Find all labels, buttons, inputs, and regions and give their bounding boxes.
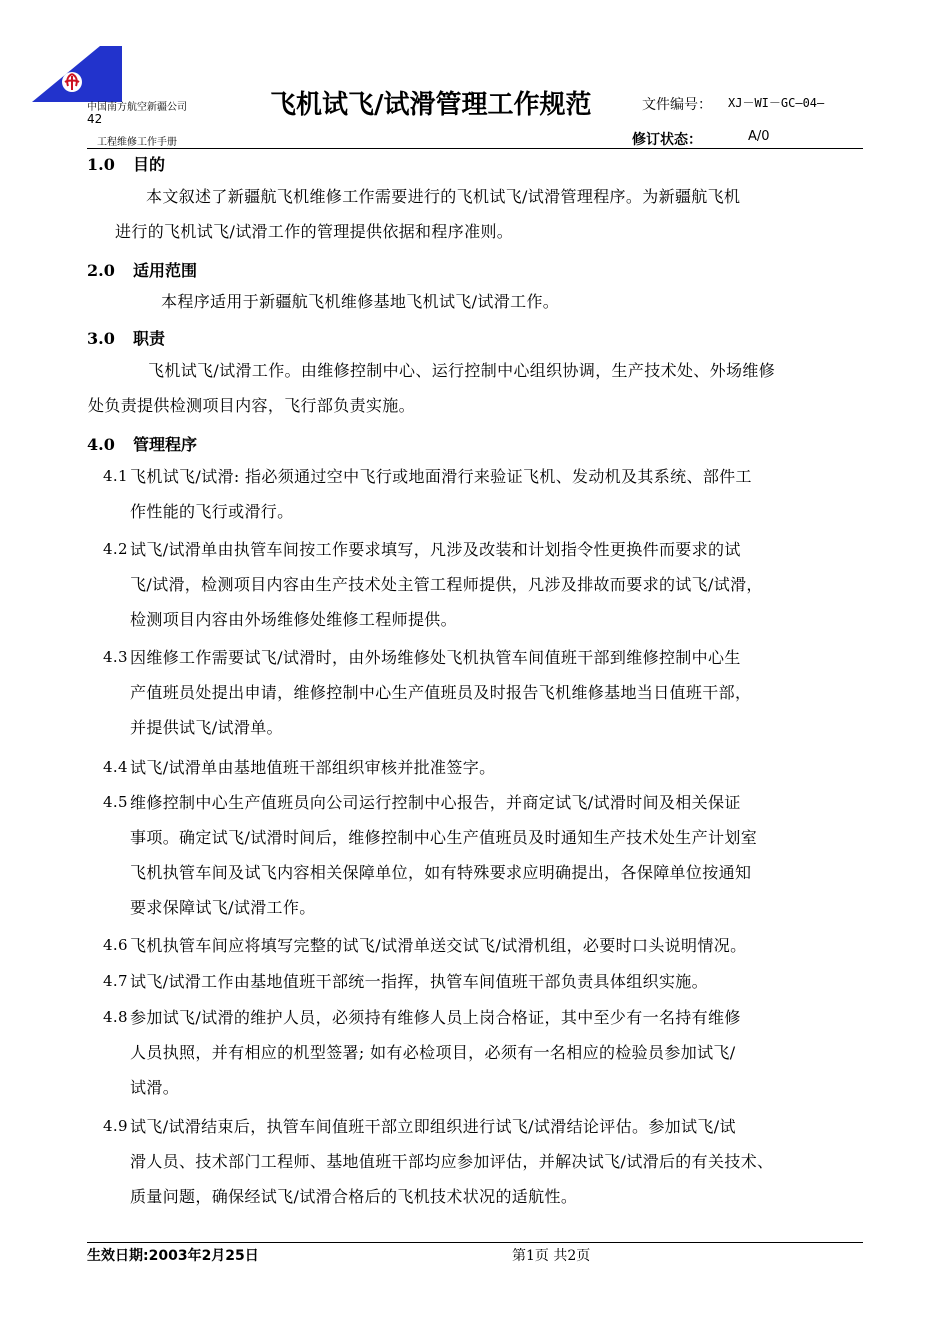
item-number: 4.2 (103, 540, 128, 558)
item-text: 因维修工作需要试飞/试滑时，由外场维修处飞机执管车间值班干部到维修控制中心生 产值班员处提出申请，维修控制中心生产值班员及时报告飞机维修基地当日值班干部， 并提供试飞/试滑单。 (130, 648, 752, 737)
company-name: 中国南方航空新疆公司 (87, 102, 187, 113)
section-number: 4.0 (87, 435, 115, 454)
section-title: 适用范围 (133, 261, 198, 280)
section-title: 目的 (133, 155, 166, 174)
effective-date: 生效日期:2003年2月25日 (87, 1248, 259, 1264)
doc-number-value: XJ－WI－GC—04— (728, 96, 825, 110)
manual-name: 工程维修工作手册 (97, 137, 177, 148)
item-number: 4.9 (103, 1117, 128, 1135)
section-number: 1.0 (87, 155, 115, 174)
item-text: 试飞/试滑工作由基地值班干部统一指挥，执管车间值班干部负责具体组织实施。 (130, 972, 708, 991)
section-title: 职责 (133, 329, 166, 348)
item-text: 飞机执管车间应将填写完整的试飞/试滑单送交试飞/试滑机组，必要时口头说明情况。 (130, 936, 747, 955)
duty-paragraph: 飞机试飞/试滑工作。由维修控制中心、运行控制中心组织协调，生产技术处、外场维修 处负责提供检测项目内容，飞行部负责实施。 (88, 361, 776, 415)
item-number: 4.6 (103, 936, 128, 954)
revision-label: 修订状态： (632, 132, 702, 148)
item-text: 试飞/试滑结束后，执管车间值班干部立即组织进行试飞/试滑结论评估。参加试飞/试 滑人员、技术部门工程师、基地值班干部均应参加评估，并解决试飞/试滑后的有关技术、 质量问题，确保经试飞/试滑合格后的飞机技术状况的适航性。 (130, 1117, 774, 1206)
item-text: 维修控制中心生产值班员向公司运行控制中心报告，并商定试飞/试滑时间及相关保证 事项。确定试飞/试滑时间后，维修控制中心生产值班员及时通知生产技术处生产计划室 飞机执管车间及试飞内容相关保障单位，如有特殊要求应明确提出，各保障单位按通知 要求保障试飞/试滑工作。 (130, 793, 758, 917)
procedure-item (103, 1000, 883, 1105)
item-text: 飞机试飞/试滑: 指必须通过空中飞行或地面滑行来验证飞机、发动机及其系统、部件工 作性能的飞行或滑行。 (130, 467, 752, 521)
section-number: 3.0 (87, 329, 115, 348)
section-duty-heading (87, 326, 165, 349)
procedure-item (103, 750, 883, 785)
procedure-item (103, 1109, 883, 1214)
header-divider (87, 148, 863, 149)
item-text: 参加试飞/试滑的维护人员，必须持有维修人员上岗合格证，其中至少有一名持有维修 人员执照，并有相应的机型签署; 如有必检项目，必须有一名相应的检验员参加试飞/ 试滑。 (130, 1008, 741, 1097)
document-title: 飞机试飞/试滑管理工作规范 (270, 90, 592, 120)
revision-value: A/0 (748, 129, 770, 144)
page-number: 第1页 共2页 (512, 1248, 591, 1264)
company-logo (32, 42, 122, 104)
section-purpose-heading (87, 152, 165, 175)
procedure-item (103, 928, 883, 963)
item-number: 4.8 (103, 1008, 128, 1026)
section-scope-heading (87, 258, 197, 281)
footer-divider (87, 1242, 863, 1243)
section-title: 管理程序 (133, 435, 198, 454)
item-number: 4.1 (103, 467, 128, 485)
procedure-item (103, 459, 883, 529)
item-number: 4.7 (103, 972, 128, 990)
item-number: 4.5 (103, 793, 128, 811)
doc-number-label: 文件编号： (642, 97, 712, 113)
item-text: 试飞/试滑单由执管车间按工作要求填写，凡涉及改装和计划指令性更换件而要求的试 飞/试滑，检测项目内容由生产技术处主管工程师提供，凡涉及排故而要求的试飞/试滑， 检测项目内容由外场维修处维修工程师提供。 (130, 540, 763, 629)
header-number: 42 (87, 112, 103, 126)
item-number: 4.3 (103, 648, 128, 666)
purpose-paragraph: 本文叙述了新疆航飞机维修工作需要进行的飞机试飞/试滑管理程序。为新疆航飞机 进行的飞机试飞/试滑工作的管理提供依据和程序准则。 (115, 187, 741, 241)
section-number: 2.0 (87, 261, 115, 280)
item-text: 试飞/试滑单由基地值班干部组织审核并批准签字。 (130, 758, 496, 777)
procedure-item (103, 964, 883, 999)
section-procedure-heading (87, 432, 197, 455)
procedure-item (103, 640, 883, 745)
item-number: 4.4 (103, 758, 128, 776)
procedure-item (103, 532, 883, 637)
scope-paragraph: 本程序适用于新疆航飞机维修基地飞机试飞/试滑工作。 (161, 292, 560, 311)
procedure-item (103, 785, 883, 925)
